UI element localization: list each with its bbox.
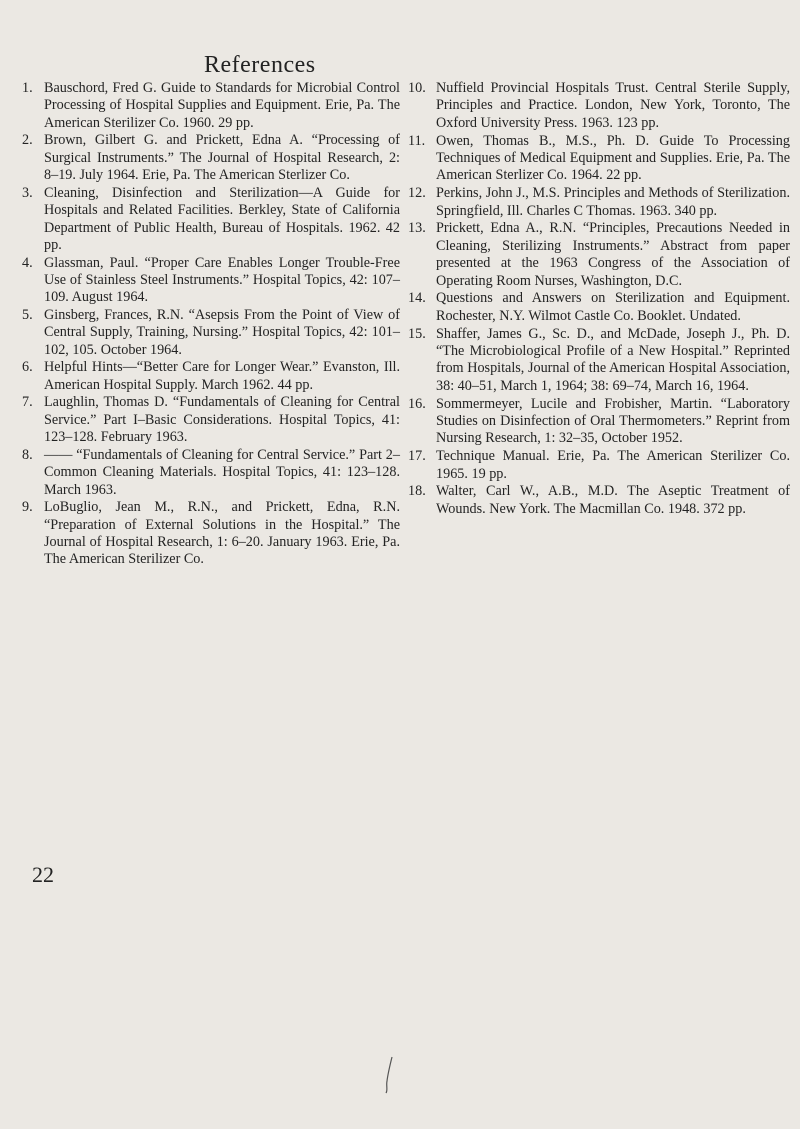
reference-text: Cleaning, Disinfection and Sterilization—A Guide for Hospitals and Related Facilities. Berkley, State of California Department of Public Health, Bureau of Hospitals. 1962. 42 pp.	[44, 184, 400, 254]
reference-item-9	[22, 499, 400, 569]
reference-text: Questions and Answers on Sterilization and Equipment. Rochester, N.Y. Wilmot Castle Co. Booklet. Undated.	[436, 290, 790, 324]
reference-item-5	[22, 307, 400, 359]
reference-item-8	[22, 447, 400, 499]
reference-number: 12.	[408, 185, 426, 202]
reference-item-3	[22, 185, 400, 255]
reference-number: 1.	[22, 80, 33, 96]
reference-number: 18.	[408, 483, 426, 500]
reference-text: Ginsberg, Frances, R.N. “Asepsis From the Point of View of Central Supply, Training, Nursing.” Hospital Topics, 42: 101–102, 105. October 1964.	[44, 307, 400, 358]
reference-text: Brown, Gilbert G. and Prickett, Edna A. “Processing of Surgical Instruments.” The Journal of Hospital Research, 2: 8–19. July 1964. Erie, Pa. The American Sterlizer Co.	[44, 132, 400, 184]
reference-text: Prickett, Edna A., R.N. “Principles, Precautions Needed in Cleaning, Sterilizing Instruments.” Abstract from paper presented at the 1963 Congress of the Association of Operating Room Nurses, Washington, D.C.	[436, 220, 790, 289]
reference-item-4	[22, 255, 400, 307]
reference-text: Shaffer, James G., Sc. D., and McDade, Joseph J., Ph. D. “The Microbiological Profile of a New Hospital.” Reprinted from Hospitals, Journal of the American Hospital Association, 38: 40–51, March 1, 1964; 38: 69–74, March 16, 1964.	[436, 325, 790, 394]
reference-item-2	[22, 132, 400, 184]
reference-number: 4.	[22, 254, 33, 271]
reference-text: Technique Manual. Erie, Pa. The American Sterilizer Co. 1965. 19 pp.	[436, 448, 790, 482]
reference-text: Walter, Carl W., A.B., M.D. The Aseptic Treatment of Wounds. New York. The Macmillan Co. 1948. 372 pp.	[436, 483, 790, 517]
reference-item-14	[408, 290, 790, 325]
reference-item-12	[408, 185, 790, 220]
page-title: References	[204, 52, 316, 78]
reference-number: 9.	[22, 499, 33, 516]
reference-text: Perkins, John J., M.S. Principles and Methods of Sterilization. Springfield, Ill. Charles C Thomas. 1963. 340 pp.	[436, 185, 790, 219]
reference-number: 5.	[22, 307, 33, 324]
reference-number: 14.	[408, 290, 426, 307]
reference-text: —— “Fundamentals of Cleaning for Central Service.” Part 2–Common Cleaning Materials. Hospital Topics, 41: 123–128. March 1963.	[44, 446, 400, 498]
reference-number: 11.	[408, 132, 426, 149]
reference-number: 10.	[408, 80, 426, 96]
reference-item-17	[408, 448, 790, 483]
stray-pencil-mark	[382, 1055, 396, 1095]
reference-number: 13.	[408, 220, 426, 237]
reference-text: Owen, Thomas B., M.S., Ph. D. Guide To Processing Techniques of Medical Equipment and Supplies. Erie, Pa. The American Sterlizer Co. 1964. 22 pp.	[436, 132, 790, 184]
reference-item-6	[22, 359, 400, 394]
reference-item-16	[408, 396, 790, 448]
reference-text: LoBuglio, Jean M., R.N., and Prickett, Edna, R.N. “Preparation of External Solutions in the Hospital.” The Journal of Hospital Research, 1: 6–20. January 1963. Erie, Pa. The American Sterilizer Co.	[44, 499, 400, 568]
reference-item-7	[22, 394, 400, 446]
right-column	[408, 80, 790, 519]
reference-number: 7.	[22, 394, 33, 411]
page-number: 22	[32, 862, 54, 887]
reference-number: 16.	[408, 395, 426, 412]
reference-list-left	[22, 80, 400, 569]
left-column	[22, 80, 400, 569]
reference-number: 17.	[408, 448, 426, 465]
reference-text: Laughlin, Thomas D. “Fundamentals of Cleaning for Central Service.” Part I–Basic Considerations. Hospital Topics, 41: 123–128. February 1963.	[44, 394, 400, 446]
reference-list-right	[408, 80, 790, 518]
reference-item-1	[22, 80, 400, 132]
reference-item-11	[408, 133, 790, 185]
reference-item-15	[408, 326, 790, 396]
reference-text: Helpful Hints—“Better Care for Longer Wear.” Evanston, Ill. American Hospital Supply. March 1962. 44 pp.	[44, 359, 400, 393]
reference-text: Glassman, Paul. “Proper Care Enables Longer Trouble-Free Use of Stainless Steel Instruments.” Hospital Topics, 42: 107–109. August 1964.	[44, 254, 400, 306]
reference-number: 6.	[22, 359, 33, 376]
reference-number: 8.	[22, 446, 33, 463]
reference-item-18	[408, 483, 790, 518]
reference-text: Nuffield Provincial Hospitals Trust. Central Sterile Supply, Principles and Practice. London, New York, Toronto, The Oxford University Press. 1963. 123 pp.	[436, 80, 790, 131]
reference-text: Sommermeyer, Lucile and Frobisher, Martin. “Laboratory Studies on Disinfection of Oral Thermometers.” Reprint from Nursing Research, 1: 32–35, October 1952.	[436, 395, 790, 447]
reference-number: 15.	[408, 325, 426, 342]
reference-number: 3.	[22, 184, 33, 201]
reference-number: 2.	[22, 132, 33, 149]
reference-text: Bauschord, Fred G. Guide to Standards for Microbial Control Processing of Hospital Supplies and Equipment. Erie, Pa. The American Sterilizer Co. 1960. 29 pp.	[44, 80, 400, 131]
reference-item-10	[408, 80, 790, 132]
reference-item-13	[408, 220, 790, 290]
